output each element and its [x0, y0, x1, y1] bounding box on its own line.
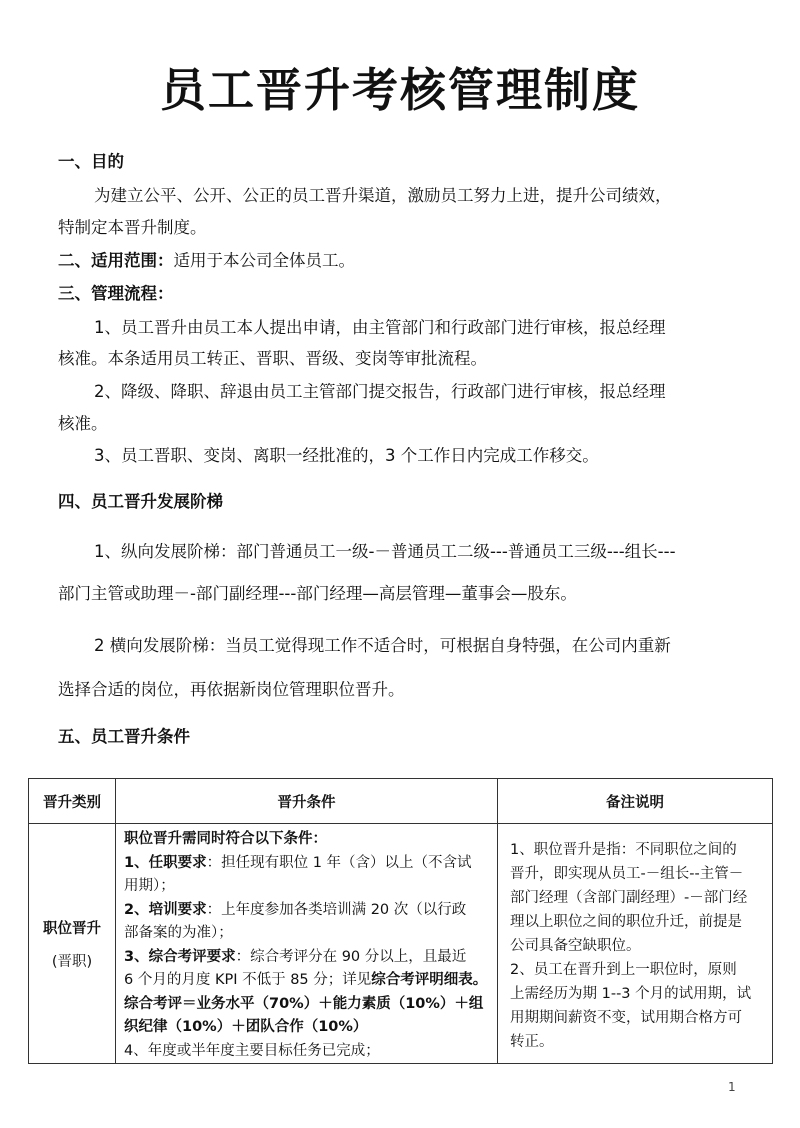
- header-category: 晋升类别: [29, 779, 116, 824]
- paragraph-line: 1、纵向发展阶梯：部门普通员工一级-－普通员工二级---普通员工三级---组长---: [94, 542, 676, 561]
- condition-item-cont: 部备案的为准）；: [124, 925, 233, 941]
- note-line: 1、职位晋升是指：不同职位之间的: [510, 842, 737, 858]
- condition-item-cont: 6 个月的月度 KPI 不低于 85 分；详见综合考评明细表。: [124, 972, 488, 988]
- paragraph-line: 选择合适的岗位，再依据新岗位管理职位晋升。: [58, 680, 405, 699]
- formula-line: 综合考评＝业务水平（70%）＋能力素质（10%）＋组: [124, 995, 484, 1012]
- condition-item: 1、任职要求：担任现有职位 1 年（含）以上（不含试: [124, 854, 472, 871]
- formula-line: 织纪律（10%）＋团队合作（10%）: [124, 1019, 368, 1035]
- table-row: [29, 824, 773, 1064]
- paragraph-line: 特制定本晋升制度。: [58, 218, 207, 237]
- section-heading-conditions: 五、员工晋升条件: [58, 727, 190, 746]
- notes-cell: [498, 824, 773, 1064]
- category-sub-label: (晋职): [51, 953, 93, 970]
- document-title: 员工晋升考核管理制度: [160, 63, 640, 117]
- paragraph-line: 部门主管或助理－-部门副经理---部门经理—高层管理—董事会—股东。: [58, 584, 577, 603]
- note-line: 上需经历为期 1--3 个月的试用期，试: [510, 986, 752, 1002]
- header-conditions: 晋升条件: [116, 779, 498, 824]
- condition-item: 4、年度或半年度主要目标任务已完成；: [124, 1042, 380, 1059]
- note-line: 2、员工在晋升到上一职位时，原则: [510, 962, 737, 978]
- category-cell: [29, 824, 116, 1064]
- conditions-intro: 职位晋升需同时符合以下条件：: [124, 831, 327, 847]
- header-notes: 备注说明: [498, 779, 773, 824]
- category-label: 职位晋升: [43, 920, 101, 937]
- paragraph-line: 1、员工晋升由员工本人提出申请，由主管部门和行政部门进行审核，报总经理: [94, 318, 666, 337]
- conditions-cell: [116, 824, 498, 1064]
- section-heading-process: 三、管理流程：: [58, 284, 174, 303]
- promotion-conditions-table: [28, 778, 773, 1064]
- note-line: 晋升，即实现从员工-－组长--主管－: [510, 866, 744, 882]
- note-line: 转正。: [510, 1034, 554, 1050]
- paragraph-line: 3、员工晋职、变岗、离职一经批准的，3 个工作日内完成工作移交。: [94, 446, 599, 465]
- paragraph-line: 为建立公平、公开、公正的员工晋升渠道，激励员工努力上进，提升公司绩效，: [94, 186, 672, 205]
- section-heading-ladder: 四、员工晋升发展阶梯: [58, 492, 223, 511]
- section-heading-purpose: 一、目的: [58, 152, 124, 171]
- condition-item-cont: 用期）；: [124, 878, 175, 894]
- note-line: 部门经理（含部门副经理）-－部门经: [510, 890, 748, 906]
- paragraph-line: 2、降级、降职、辞退由员工主管部门提交报告，行政部门进行审核，报总经理: [94, 382, 666, 401]
- paragraph-line: 核准。本条适用员工转正、晋职、晋级、变岗等审批流程。: [58, 349, 487, 368]
- condition-item: 2、培训要求：上年度参加各类培训满 20 次（以行政: [124, 901, 467, 918]
- note-line: 公司具备空缺职位。: [510, 938, 641, 954]
- condition-item: 3、综合考评要求：综合考评分在 90 分以上，且最近: [124, 948, 467, 965]
- scope-text: 适用于本公司全体员工。: [173, 251, 355, 270]
- note-line: 理以上职位之间的职位升迁，前提是: [510, 914, 742, 930]
- page-number: 1: [728, 1080, 736, 1094]
- paragraph-line: 2 横向发展阶梯：当员工觉得现工作不适合时，可根据自身特强，在公司内重新: [94, 636, 671, 655]
- note-line: 用期期间薪资不变，试用期合格方可: [510, 1010, 742, 1026]
- paragraph-line: 核准。: [58, 414, 108, 433]
- section-heading-scope: 二、适用范围：适用于本公司全体员工。: [58, 251, 355, 270]
